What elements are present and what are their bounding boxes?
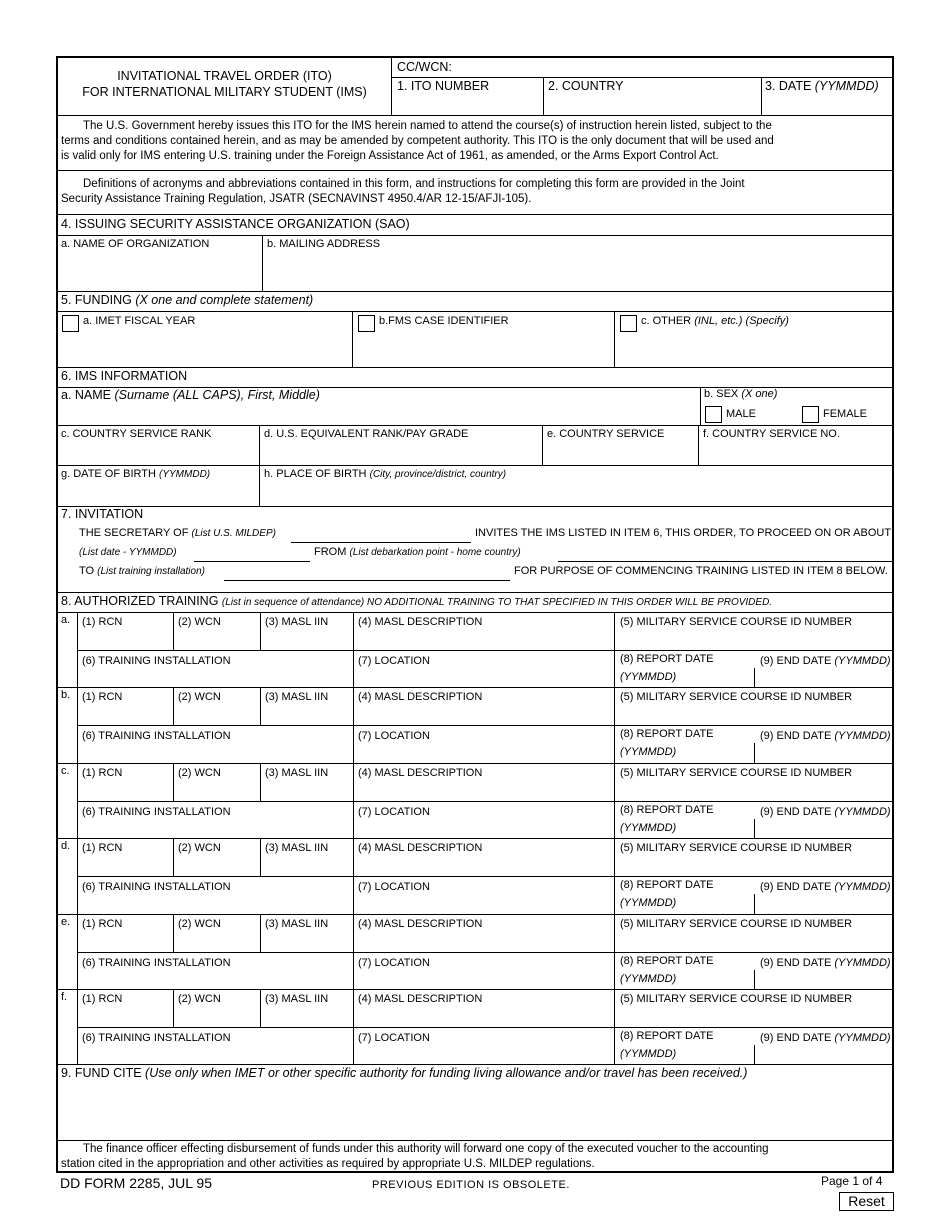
- section9-heading-text: 9. FUND CITE: [61, 1066, 142, 1080]
- fms-label: b.FMS CASE IDENTIFIER: [379, 315, 509, 327]
- imet-checkbox[interactable]: [62, 315, 79, 332]
- training-row-f-masl-iin-label: (3) MASL IIN: [265, 993, 329, 1005]
- training-row-f-rcn-label: (1) RCN: [82, 993, 123, 1005]
- training-row-e-course-id-label: (5) MILITARY SERVICE COURSE ID NUMBER: [620, 918, 853, 930]
- us-rank-label: d. U.S. EQUIVALENT RANK/PAY GRADE: [264, 428, 469, 440]
- training-row-d-wcn-field[interactable]: [175, 856, 258, 875]
- dob-label: [61, 468, 210, 481]
- page-indicator: Page 1 of 4: [821, 1174, 883, 1188]
- dob-label-text: g. DATE OF BIRTH: [61, 468, 156, 480]
- training-row-f-installation-label: (6) TRAINING INSTALLATION: [82, 1032, 231, 1044]
- training-row-c-course-id-field[interactable]: [616, 781, 890, 800]
- training-row-d-course-id-label: (5) MILITARY SERVICE COURSE ID NUMBER: [620, 842, 853, 854]
- training-row-f-masl-desc-label: (4) MASL DESCRIPTION: [358, 993, 483, 1005]
- male-label: MALE: [726, 408, 756, 420]
- date-field[interactable]: [762, 94, 892, 114]
- training-row-e-wcn-label: (2) WCN: [178, 918, 221, 930]
- fms-field[interactable]: [354, 334, 612, 366]
- training-row-c-rcn-field[interactable]: [79, 781, 171, 800]
- training-row-d-installation-label: (6) TRAINING INSTALLATION: [82, 881, 231, 893]
- mailing-address-label: b. MAILING ADDRESS: [267, 238, 381, 250]
- training-row-f-course-id-label: (5) MILITARY SERVICE COURSE ID NUMBER: [620, 993, 853, 1005]
- ito-number-label: 1. ITO NUMBER: [397, 79, 490, 93]
- training-row-b-end-date-label: [760, 730, 891, 743]
- section8-heading: [61, 595, 772, 609]
- training-row-f-end-date-text: (9) END DATE: [760, 1032, 832, 1044]
- other-funding-label-text: c. OTHER: [641, 315, 692, 327]
- fms-checkbox[interactable]: [358, 315, 375, 332]
- form-id: DD FORM 2285, JUL 95: [60, 1175, 212, 1191]
- training-row-c-wcn-label: (2) WCN: [178, 767, 221, 779]
- from-label: [314, 546, 521, 559]
- training-row-a-masl-desc-label: (4) MASL DESCRIPTION: [358, 616, 483, 628]
- training-row-b-wcn-label: (2) WCN: [178, 691, 221, 703]
- training-row-d-masl-iin-label: (3) MASL IIN: [265, 842, 329, 854]
- intro-para2-line1: Definitions of acronyms and abbreviations contained in this form, and instructions for completing this form are provided in the Joint: [83, 178, 745, 190]
- training-row-d-course-id-field[interactable]: [616, 856, 890, 875]
- training-row-c-report-date-hint: (YYMMDD): [620, 822, 677, 834]
- training-row-e-masl-desc-field[interactable]: [355, 932, 612, 951]
- training-row-d-masl-iin-field[interactable]: [262, 856, 351, 875]
- training-row-f-location-label: (7) LOCATION: [358, 1032, 430, 1044]
- training-row-b-report-date-field[interactable]: [698, 743, 752, 762]
- training-row-c-end-date-text: (9) END DATE: [760, 806, 832, 818]
- training-row-e-masl-iin-label: (3) MASL IIN: [265, 918, 329, 930]
- training-row-b-end-date-text: (9) END DATE: [760, 730, 832, 742]
- pob-hint: (City, province/district, country): [369, 469, 507, 480]
- training-row-d-end-date-field[interactable]: [756, 894, 890, 913]
- training-row-a-rcn-label: (1) RCN: [82, 616, 123, 628]
- service-no-field[interactable]: [700, 442, 890, 464]
- training-row-b-installation-field[interactable]: [79, 743, 351, 762]
- training-row-c-report-date-label: (8) REPORT DATE: [620, 804, 714, 816]
- training-row-f-report-date-hint: (YYMMDD): [620, 1048, 677, 1060]
- training-row-b-report-date-hint: (YYMMDD): [620, 746, 677, 758]
- ims-name-label: [61, 389, 320, 402]
- training-row-c-installation-field[interactable]: [79, 819, 351, 837]
- section4-heading: 4. ISSUING SECURITY ASSISTANCE ORGANIZATION (SAO): [61, 217, 410, 231]
- date-label: [765, 80, 879, 93]
- from-label-text: FROM: [314, 546, 347, 558]
- invites-text: INVITES THE IMS LISTED IN ITEM 6, THIS ORDER, TO PROCEED ON OR ABOUT: [475, 527, 892, 539]
- training-row-b-masl-desc-field[interactable]: [355, 705, 612, 724]
- sex-label: [704, 388, 777, 401]
- training-row-e-report-date-label: (8) REPORT DATE: [620, 955, 714, 967]
- form-title-line1: INVITATIONAL TRAVEL ORDER (ITO): [117, 69, 332, 83]
- training-row-f-report-date-label: (8) REPORT DATE: [620, 1030, 714, 1042]
- training-row-a-letter: a.: [61, 614, 71, 626]
- purpose-text: FOR PURPOSE OF COMMENCING TRAINING LISTED IN ITEM 8 BELOW.: [514, 565, 888, 577]
- training-row-b-letter: b.: [61, 689, 71, 701]
- training-row-a-end-date-label: [760, 655, 891, 668]
- country-service-label: e. COUNTRY SERVICE: [547, 428, 665, 440]
- ims-name-hint: (Surname (ALL CAPS), First, Middle): [114, 388, 320, 402]
- intro-paragraph-1: [61, 119, 891, 164]
- training-row-f-wcn-field[interactable]: [175, 1007, 258, 1026]
- training-row-c-end-date-field[interactable]: [756, 819, 890, 837]
- training-row-f-installation-field[interactable]: [79, 1045, 351, 1063]
- imet-field[interactable]: [60, 334, 350, 366]
- intro-para1-line2: terms and conditions contained herein, and as may be amended by competent authority. This ITO is the only document that will be used and: [61, 135, 774, 147]
- training-row-c-masl-iin-field[interactable]: [262, 781, 351, 800]
- training-row-a-report-date-hint: (YYMMDD): [620, 671, 677, 683]
- training-row-d-end-date-text: (9) END DATE: [760, 881, 832, 893]
- training-row-d-report-date-label: (8) REPORT DATE: [620, 879, 714, 891]
- training-row-f-end-date-label: [760, 1032, 891, 1045]
- secretary-hint: (List U.S. MILDEP): [191, 528, 276, 539]
- from-hint: (List debarkation point - home country): [349, 547, 521, 558]
- training-row-f-report-date-field[interactable]: [698, 1045, 752, 1063]
- date-label-hint: (YYMMDD): [814, 79, 879, 93]
- training-row-a-installation-label: (6) TRAINING INSTALLATION: [82, 655, 231, 667]
- service-no-label: f. COUNTRY SERVICE NO.: [703, 428, 840, 440]
- to-label-text: TO: [79, 565, 95, 577]
- training-row-b-location-label: (7) LOCATION: [358, 730, 430, 742]
- section9-heading: [61, 1067, 747, 1080]
- female-checkbox[interactable]: [802, 406, 819, 423]
- training-row-e-installation-label: (6) TRAINING INSTALLATION: [82, 957, 231, 969]
- training-row-d-report-date-field[interactable]: [698, 894, 752, 913]
- org-name-field[interactable]: [60, 252, 260, 290]
- training-row-b-end-date-hint: (YYMMDD): [834, 730, 891, 742]
- training-row-b-course-id-label: (5) MILITARY SERVICE COURSE ID NUMBER: [620, 691, 853, 703]
- intro-paragraph-2: [61, 177, 891, 207]
- country-rank-field[interactable]: [60, 442, 257, 464]
- training-row-f-end-date-hint: (YYMMDD): [834, 1032, 891, 1044]
- section9-heading-hint: (Use only when IMET or other specific authority for funding living allowance and/or travel has been received.): [145, 1066, 748, 1080]
- country-rank-label: c. COUNTRY SERVICE RANK: [61, 428, 212, 440]
- training-row-f-wcn-label: (2) WCN: [178, 993, 221, 1005]
- training-row-e-end-date-hint: (YYMMDD): [834, 957, 891, 969]
- country-field[interactable]: [544, 94, 760, 114]
- training-row-c-wcn-field[interactable]: [175, 781, 258, 800]
- training-row-e-end-date-field[interactable]: [756, 970, 890, 988]
- training-row-a-rcn-field[interactable]: [79, 630, 171, 649]
- other-funding-checkbox[interactable]: [620, 315, 637, 332]
- training-row-f-masl-iin-field[interactable]: [262, 1007, 351, 1026]
- training-row-f-rcn-field[interactable]: [79, 1007, 171, 1026]
- intro-para1-line1: The U.S. Government hereby issues this ITO for the IMS herein named to attend the course(s) of instruction herein listed, subject to the: [83, 120, 772, 132]
- training-row-a-end-date-hint: (YYMMDD): [834, 655, 891, 667]
- section6-heading: 6. IMS INFORMATION: [61, 369, 188, 383]
- training-row-b-location-field[interactable]: [355, 743, 612, 762]
- training-row-d-rcn-field[interactable]: [79, 856, 171, 875]
- other-funding-hint: (INL, etc.) (Specify): [694, 315, 789, 327]
- training-row-a-report-date-field[interactable]: [698, 668, 752, 686]
- form-title-line2: FOR INTERNATIONAL MILITARY STUDENT (IMS): [82, 85, 367, 99]
- country-service-field[interactable]: [544, 442, 696, 464]
- training-row-a-location-label: (7) LOCATION: [358, 655, 430, 667]
- dob-hint: (YYMMDD): [159, 469, 211, 480]
- training-row-e-installation-field[interactable]: [79, 970, 351, 988]
- training-row-a-report-date-label: (8) REPORT DATE: [620, 653, 714, 665]
- training-row-a-wcn-label: (2) WCN: [178, 616, 221, 628]
- training-row-c-installation-label: (6) TRAINING INSTALLATION: [82, 806, 231, 818]
- training-row-b-rcn-field[interactable]: [79, 705, 171, 724]
- training-row-a-masl-iin-field[interactable]: [262, 630, 351, 649]
- training-row-c-report-date-field[interactable]: [698, 819, 752, 837]
- us-rank-field[interactable]: [261, 442, 540, 464]
- training-row-b-masl-iin-field[interactable]: [262, 705, 351, 724]
- training-row-d-end-date-label: [760, 881, 891, 894]
- secretary-label-text: THE SECRETARY OF: [79, 527, 189, 539]
- training-row-b-wcn-field[interactable]: [175, 705, 258, 724]
- ims-name-field[interactable]: [60, 405, 698, 425]
- training-row-e-letter: e.: [61, 916, 71, 928]
- training-row-c-end-date-label: [760, 806, 891, 819]
- training-row-b-course-id-field[interactable]: [616, 705, 890, 724]
- training-row-c-masl-desc-field[interactable]: [355, 781, 612, 800]
- debarkation-field[interactable]: [558, 543, 890, 561]
- training-row-a-course-id-field[interactable]: [616, 630, 890, 649]
- training-row-d-wcn-label: (2) WCN: [178, 842, 221, 854]
- sex-hint: (X one): [741, 388, 778, 400]
- training-row-b-installation-label: (6) TRAINING INSTALLATION: [82, 730, 231, 742]
- to-label: [79, 565, 205, 578]
- training-row-a-masl-iin-label: (3) MASL IIN: [265, 616, 329, 628]
- training-row-a-installation-field[interactable]: [79, 668, 351, 686]
- training-row-a-course-id-label: (5) MILITARY SERVICE COURSE ID NUMBER: [620, 616, 853, 628]
- ito-number-field[interactable]: [392, 94, 542, 114]
- invite-date-field[interactable]: [194, 543, 310, 561]
- finance-note: [61, 1142, 891, 1172]
- training-row-e-masl-desc-label: (4) MASL DESCRIPTION: [358, 918, 483, 930]
- sex-label-text: b. SEX: [704, 388, 739, 400]
- training-row-e-report-date-field[interactable]: [698, 970, 752, 988]
- training-row-e-wcn-field[interactable]: [175, 932, 258, 951]
- pob-field[interactable]: [261, 482, 890, 505]
- training-row-e-rcn-label: (1) RCN: [82, 918, 123, 930]
- intro-para2-line2: Security Assistance Training Regulation, JSATR (SECNAVINST 4950.4/AR 12-15/AFJI-105).: [61, 193, 532, 205]
- training-row-c-location-label: (7) LOCATION: [358, 806, 430, 818]
- pob-label-text: h. PLACE OF BIRTH: [264, 468, 367, 480]
- finance-note-line1: The finance officer effecting disbursement of funds under this authority will forward one copy of the executed voucher to the accounting: [83, 1143, 769, 1155]
- secretary-label: [79, 527, 276, 540]
- training-row-e-end-date-text: (9) END DATE: [760, 957, 832, 969]
- training-row-a-wcn-field[interactable]: [175, 630, 258, 649]
- male-checkbox[interactable]: [705, 406, 722, 423]
- ccwcn-label: CC/WCN:: [397, 60, 452, 74]
- training-row-c-masl-desc-label: (4) MASL DESCRIPTION: [358, 767, 483, 779]
- fund-cite-field[interactable]: [60, 1085, 890, 1138]
- training-row-d-location-label: (7) LOCATION: [358, 881, 430, 893]
- training-row-f-end-date-field[interactable]: [756, 1045, 890, 1063]
- imet-label: a. IMET FISCAL YEAR: [83, 315, 196, 327]
- training-row-d-letter: d.: [61, 840, 71, 852]
- training-row-c-end-date-hint: (YYMMDD): [834, 806, 891, 818]
- training-row-d-end-date-hint: (YYMMDD): [834, 881, 891, 893]
- female-label: FEMALE: [823, 408, 868, 420]
- mildep-field[interactable]: [291, 524, 471, 542]
- ito-form: [56, 56, 894, 1173]
- training-row-d-masl-desc-label: (4) MASL DESCRIPTION: [358, 842, 483, 854]
- training-row-e-course-id-field[interactable]: [616, 932, 890, 951]
- dob-field[interactable]: [60, 482, 257, 505]
- training-row-a-masl-desc-field[interactable]: [355, 630, 612, 649]
- finance-note-line2: station cited in the appropriation and other activities as required by appropriate U.S. MILDEP regulations.: [61, 1158, 595, 1170]
- training-row-d-installation-field[interactable]: [79, 894, 351, 913]
- other-funding-label: [641, 315, 789, 328]
- training-row-c-location-field[interactable]: [355, 819, 612, 837]
- training-row-c-letter: c.: [61, 765, 70, 777]
- training-row-c-masl-iin-label: (3) MASL IIN: [265, 767, 329, 779]
- section8-heading-hint: (List in sequence of attendance) NO ADDITIONAL TRAINING TO THAT SPECIFIED IN THIS ORDER WILL BE PROVIDED.: [221, 597, 773, 608]
- training-row-f-masl-desc-field[interactable]: [355, 1007, 612, 1026]
- training-row-c-course-id-label: (5) MILITARY SERVICE COURSE ID NUMBER: [620, 767, 853, 779]
- date-label-text: 3. DATE: [765, 79, 812, 93]
- training-installation-field[interactable]: [224, 562, 510, 580]
- training-row-b-masl-desc-label: (4) MASL DESCRIPTION: [358, 691, 483, 703]
- ccwcn-field[interactable]: [458, 58, 888, 77]
- ims-name-label-text: a. NAME: [61, 388, 112, 402]
- training-row-f-location-field[interactable]: [355, 1045, 612, 1063]
- training-row-b-report-date-label: (8) REPORT DATE: [620, 728, 714, 740]
- training-row-d-masl-desc-field[interactable]: [355, 856, 612, 875]
- training-row-b-end-date-field[interactable]: [756, 743, 890, 762]
- training-row-f-letter: f.: [61, 991, 68, 1003]
- training-row-a-end-date-text: (9) END DATE: [760, 655, 832, 667]
- section5-heading-hint: (X one and complete statement): [135, 293, 314, 307]
- training-row-b-masl-iin-label: (3) MASL IIN: [265, 691, 329, 703]
- training-row-a-location-field[interactable]: [355, 668, 612, 686]
- training-row-b-rcn-label: (1) RCN: [82, 691, 123, 703]
- training-row-c-rcn-label: (1) RCN: [82, 767, 123, 779]
- section5-heading-text: 5. FUNDING: [61, 293, 132, 307]
- training-row-a-end-date-field[interactable]: [756, 668, 890, 686]
- org-name-label: a. NAME OF ORGANIZATION: [61, 238, 210, 250]
- mailing-address-field[interactable]: [264, 252, 890, 290]
- form-title: [58, 68, 391, 100]
- country-label: 2. COUNTRY: [548, 79, 624, 93]
- training-row-f-course-id-field[interactable]: [616, 1007, 890, 1026]
- pob-label: [264, 468, 506, 481]
- training-row-e-location-field[interactable]: [355, 970, 612, 988]
- section8-heading-text: 8. AUTHORIZED TRAINING: [61, 594, 219, 608]
- training-row-e-masl-iin-field[interactable]: [262, 932, 351, 951]
- reset-button[interactable]: Reset: [839, 1192, 894, 1211]
- obsolete-notice: PREVIOUS EDITION IS OBSOLETE.: [372, 1179, 570, 1191]
- other-funding-field[interactable]: [616, 334, 890, 366]
- intro-para1-line3: is valid only for IMS entering U.S. training under the Foreign Assistance Act of 1961, as amended, or the Arms Export Control Act.: [61, 150, 719, 162]
- invite-date-hint: (List date - YYMMDD): [79, 547, 177, 558]
- to-hint: (List training installation): [97, 566, 205, 577]
- training-row-e-end-date-label: [760, 957, 891, 970]
- training-row-d-location-field[interactable]: [355, 894, 612, 913]
- training-row-d-report-date-hint: (YYMMDD): [620, 897, 677, 909]
- section5-heading: [61, 294, 313, 307]
- training-row-e-rcn-field[interactable]: [79, 932, 171, 951]
- training-row-d-rcn-label: (1) RCN: [82, 842, 123, 854]
- training-row-e-location-label: (7) LOCATION: [358, 957, 430, 969]
- section7-heading: 7. INVITATION: [61, 507, 144, 521]
- training-row-e-report-date-hint: (YYMMDD): [620, 973, 677, 985]
